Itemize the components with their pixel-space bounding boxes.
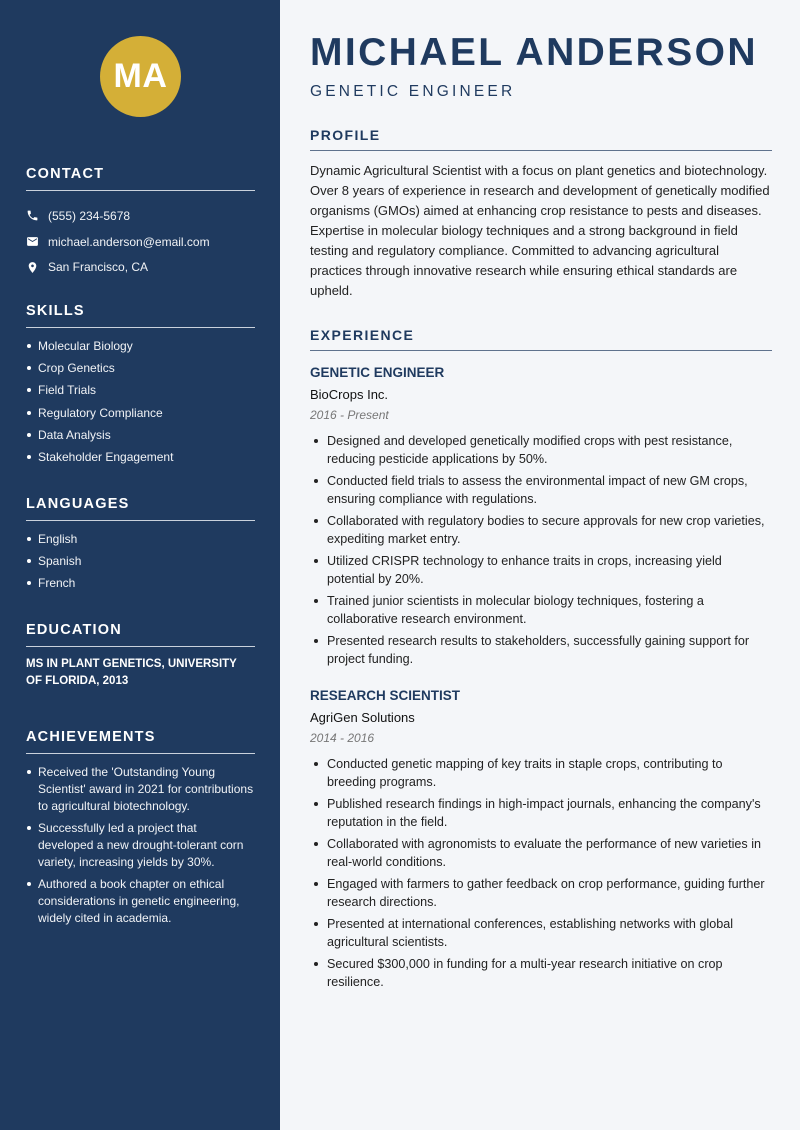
- skills-list: [26, 338, 255, 471]
- list-item: Presented at international conferences, establishing networks with global agricultural scientists.: [310, 915, 772, 951]
- job-entry: [310, 688, 772, 995]
- contact-location-text: San Francisco, CA: [48, 260, 149, 275]
- divider: [26, 520, 255, 521]
- list-item: Designed and developed genetically modified crops with pest resistance, reducing pesticide applications by 50%.: [310, 432, 772, 468]
- list-item: Regulatory Compliance: [26, 405, 255, 427]
- list-item: Field Trials: [26, 382, 255, 404]
- job-role: GENETIC ENGINEER: [310, 365, 445, 380]
- list-item: Crop Genetics: [26, 360, 255, 382]
- contact-phone: [26, 203, 255, 229]
- contact-phone-text: (555) 234-5678: [48, 208, 131, 223]
- languages-list: [26, 531, 255, 598]
- list-item: Trained junior scientists in molecular biology techniques, fostering a collaborative research environment.: [310, 592, 772, 628]
- skills-heading: SKILLS: [26, 303, 85, 319]
- job-entry: [310, 365, 772, 672]
- divider: [310, 150, 772, 151]
- divider: [26, 753, 255, 754]
- list-item: Utilized CRISPR technology to enhance traits in crops, increasing yield potential by 20%.: [310, 552, 772, 588]
- education-section: [26, 622, 255, 690]
- contact-list: [26, 203, 255, 280]
- languages-section: [26, 496, 255, 598]
- list-item: Engaged with farmers to gather feedback on crop performance, guiding further research directions.: [310, 875, 772, 911]
- list-item: Spanish: [26, 553, 255, 575]
- achievements-heading: ACHIEVEMENTS: [26, 729, 156, 745]
- list-item: Conducted genetic mapping of key traits in staple crops, contributing to breeding programs.: [310, 755, 772, 791]
- contact-email: [26, 229, 255, 255]
- list-item: Successfully led a project that developed a new drought-tolerant corn variety, increasing yields by 30%.: [26, 820, 255, 871]
- job-bullets: [310, 432, 772, 668]
- job-dates: 2014 - 2016: [310, 731, 375, 745]
- list-item: French: [26, 575, 255, 597]
- contact-email-text[interactable]: michael.anderson@email.com: [48, 234, 210, 249]
- achievements-section: [26, 729, 255, 932]
- divider: [26, 646, 255, 647]
- list-item: Collaborated with regulatory bodies to secure approvals for new crop varieties, expediting market entry.: [310, 512, 772, 548]
- phone-icon: [26, 209, 48, 222]
- languages-heading: LANGUAGES: [26, 496, 130, 512]
- list-item: Collaborated with agronomists to evaluate the performance of new varieties in real-world conditions.: [310, 835, 772, 871]
- contact-location: [26, 254, 255, 280]
- email-icon: [26, 235, 48, 248]
- education-heading: EDUCATION: [26, 622, 122, 638]
- list-item: Conducted field trials to assess the environmental impact of new GM crops, ensuring compliance with regulations.: [310, 472, 772, 508]
- job-company: BioCrops Inc.: [310, 387, 389, 402]
- avatar: [100, 36, 181, 117]
- divider: [26, 190, 255, 191]
- list-item: Data Analysis: [26, 427, 255, 449]
- candidate-name: MICHAEL ANDERSON: [310, 31, 758, 74]
- job-bullets: [310, 755, 772, 991]
- skills-section: [26, 303, 255, 471]
- list-item: Published research findings in high-impact journals, enhancing the company's reputation in the field.: [310, 795, 772, 831]
- list-item: Received the 'Outstanding Young Scientist' award in 2021 for contributions to agricultural biotechnology.: [26, 764, 255, 815]
- list-item: Molecular Biology: [26, 338, 255, 360]
- profile-heading: PROFILE: [310, 127, 381, 143]
- divider: [310, 350, 772, 351]
- divider: [26, 327, 255, 328]
- avatar-initials: MA: [113, 57, 168, 95]
- profile-text: Dynamic Agricultural Scientist with a focus on plant genetics and biotechnology. Over 8 years of experience in research and development of genetically modified organisms (GMOs) aimed at enhancing crop resistance to pests and diseases. Expertise in molecular biology techniques and a strong background in field testing and regulatory compliance. Committed to advancing agricultural practices through innovative research while ensuring ethical standards are upheld.: [310, 163, 770, 298]
- list-item: Stakeholder Engagement: [26, 449, 255, 471]
- list-item: Authored a book chapter on ethical considerations in genetic engineering, widely cited in academia.: [26, 876, 255, 927]
- list-item: Presented research results to stakeholders, successfully gaining support for project funding.: [310, 632, 772, 668]
- job-role: RESEARCH SCIENTIST: [310, 688, 461, 703]
- candidate-title: GENETIC ENGINEER: [310, 83, 516, 100]
- contact-heading: CONTACT: [26, 166, 105, 182]
- education-entry: MS IN PLANT GENETICS, UNIVERSITY OF FLORIDA, 2013: [26, 658, 237, 687]
- location-icon: [26, 261, 48, 274]
- list-item: English: [26, 531, 255, 553]
- job-dates: 2016 - Present: [310, 408, 389, 422]
- experience-heading: EXPERIENCE: [310, 327, 415, 343]
- experience-section: [310, 327, 772, 351]
- list-item: Secured $300,000 in funding for a multi-year research initiative on crop resilience.: [310, 955, 772, 991]
- achievements-list: [26, 764, 255, 927]
- job-company: AgriGen Solutions: [310, 710, 415, 725]
- contact-section: [26, 166, 255, 280]
- profile-section: [310, 127, 772, 301]
- sidebar: [0, 0, 280, 1130]
